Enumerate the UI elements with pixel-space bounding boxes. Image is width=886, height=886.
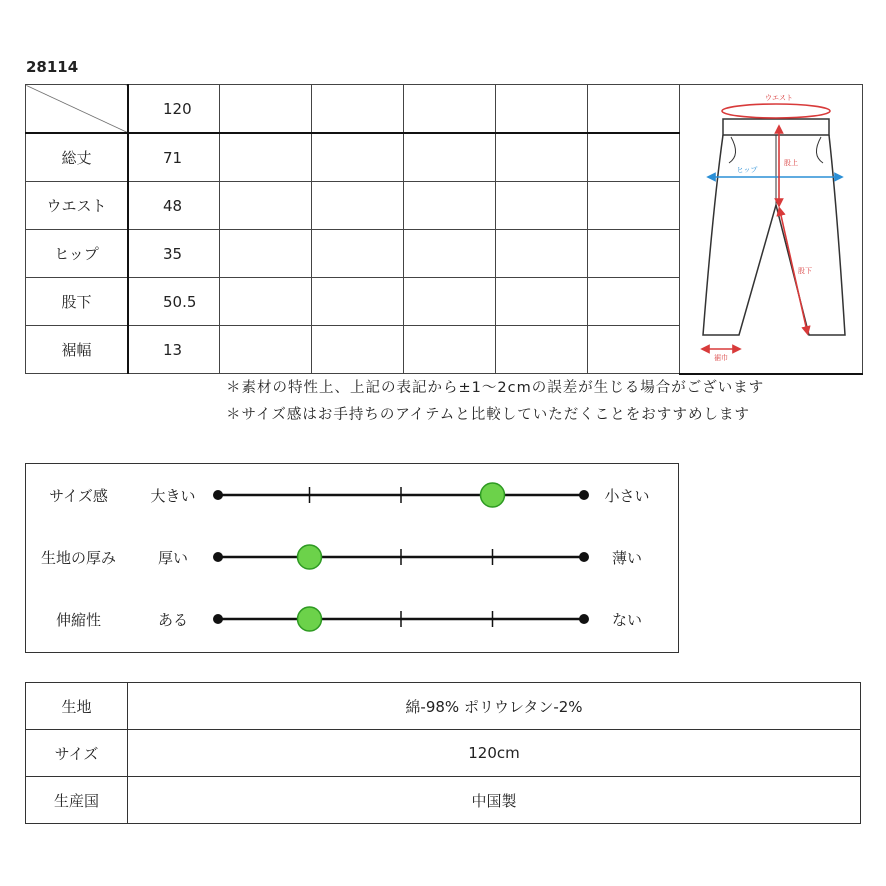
empty-cell (220, 326, 312, 374)
row-label: ヒップ (26, 230, 129, 278)
row-label: 股下 (26, 278, 129, 326)
row-label: 総丈 (26, 133, 129, 182)
empty-cell (588, 278, 680, 326)
info-label: 生産国 (26, 777, 128, 824)
empty-cell (404, 85, 496, 134)
feel-right-label: ない (611, 611, 642, 629)
scale-end-dot (213, 614, 223, 624)
empty-cell (404, 182, 496, 230)
feel-right-label: 小さい (604, 487, 650, 505)
empty-cell (404, 133, 496, 182)
info-label: 生地 (26, 683, 128, 730)
note-line: ＊素材の特性上、上記の表記から±1～2cmの誤差が生じる場合がございます (226, 380, 765, 396)
hem-label: 裾巾 (714, 353, 728, 362)
scale-marker (481, 483, 505, 507)
waistband-shape (723, 119, 829, 135)
empty-cell (220, 278, 312, 326)
empty-cell (220, 85, 312, 134)
feel-name: サイズ感 (49, 487, 108, 505)
info-row (26, 683, 861, 730)
feel-row-stretch (26, 604, 678, 634)
note-line: ＊サイズ感はお手持ちのアイテムと比較していただくことをおすすめします (226, 407, 750, 423)
info-value: 中国製 (128, 777, 861, 824)
empty-cell (588, 133, 680, 182)
feel-name: 生地の厚み (40, 549, 116, 567)
size-header: 120 (128, 85, 220, 134)
waist-measure-line (722, 104, 830, 118)
size-header-row (26, 85, 863, 134)
row-value: 50.5 (128, 278, 220, 326)
empty-cell (404, 326, 496, 374)
row-value: 48 (128, 182, 220, 230)
empty-cell (496, 133, 588, 182)
empty-cell (312, 85, 404, 134)
feel-row-size (26, 480, 678, 510)
feel-scale (212, 604, 592, 634)
row-value: 35 (128, 230, 220, 278)
diagonal-corner-cell (26, 85, 129, 134)
empty-cell (312, 278, 404, 326)
feel-scale (212, 480, 592, 510)
info-value: 綿-98% ポリウレタン-2% (128, 683, 861, 730)
scale-end-dot (579, 614, 589, 624)
empty-cell (496, 230, 588, 278)
feel-row-thickness (26, 542, 678, 572)
row-label: ウエスト (26, 182, 129, 230)
feel-panel (25, 463, 679, 653)
empty-cell (588, 182, 680, 230)
feel-scale (212, 542, 592, 572)
feel-name: 伸縮性 (55, 611, 101, 629)
scale-end-dot (213, 490, 223, 500)
info-value: 120cm (128, 730, 861, 777)
info-row (26, 730, 861, 777)
info-label: サイズ (26, 730, 128, 777)
empty-cell (496, 326, 588, 374)
row-label: 裾幅 (26, 326, 129, 374)
empty-cell (404, 278, 496, 326)
scale-end-dot (579, 490, 589, 500)
row-value: 71 (128, 133, 220, 182)
info-row (26, 777, 861, 824)
size-table (25, 84, 863, 375)
scale-marker (298, 545, 322, 569)
waist-label: ウエスト (765, 93, 793, 102)
empty-cell (220, 133, 312, 182)
scale-end-dot (579, 552, 589, 562)
feel-right-label: 薄い (611, 549, 642, 567)
feel-left-label: 大きい (150, 487, 196, 505)
product-code: 28114 (26, 58, 79, 76)
empty-cell (496, 278, 588, 326)
notes (226, 375, 764, 429)
empty-cell (312, 182, 404, 230)
pants-outline (703, 135, 845, 335)
feel-left-label: 厚い (157, 549, 188, 567)
empty-cell (496, 182, 588, 230)
empty-cell (220, 230, 312, 278)
scale-marker (298, 607, 322, 631)
pants-diagram-cell (680, 85, 863, 374)
empty-cell (496, 85, 588, 134)
empty-cell (312, 133, 404, 182)
empty-cell (588, 230, 680, 278)
empty-cell (404, 230, 496, 278)
empty-cell (312, 230, 404, 278)
pants-diagram (681, 87, 861, 367)
scale-end-dot (213, 552, 223, 562)
empty-cell (220, 182, 312, 230)
row-value: 13 (128, 326, 220, 374)
empty-cell (588, 326, 680, 374)
rise-label: 股上 (784, 158, 798, 167)
empty-cell (312, 326, 404, 374)
info-table (25, 682, 861, 824)
empty-cell (588, 85, 680, 134)
hip-label: ヒップ (736, 165, 758, 174)
inseam-label: 股下 (798, 266, 812, 275)
feel-left-label: ある (157, 611, 188, 629)
